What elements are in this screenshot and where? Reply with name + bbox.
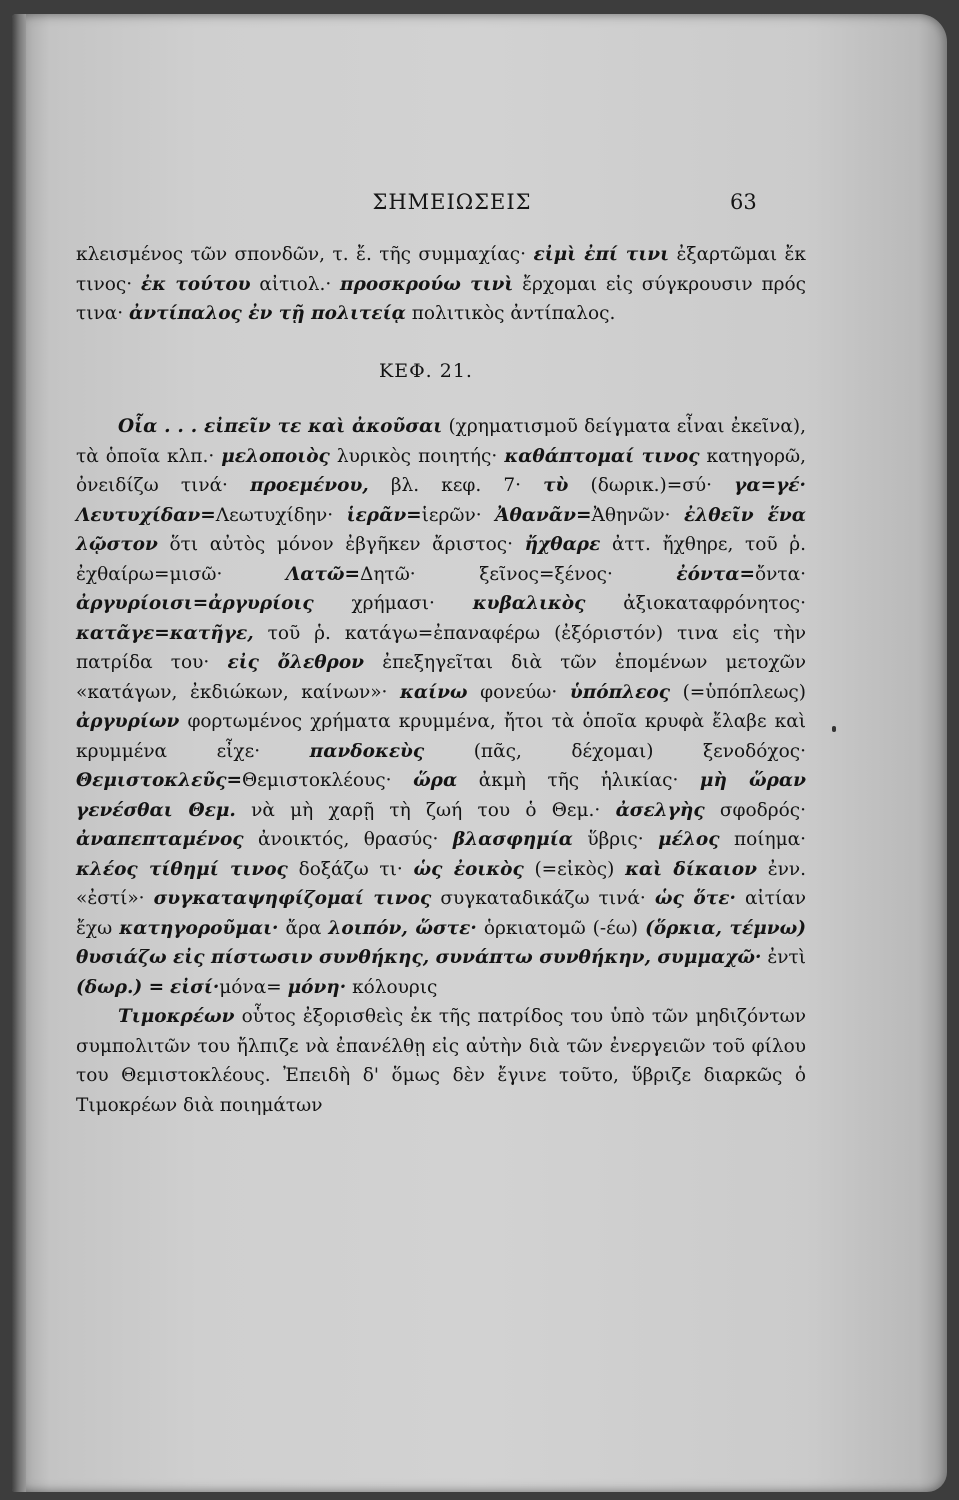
- margin-mark: [832, 726, 836, 732]
- paragraph-1: κλεισμένος τῶν σπονδῶν, τ. ἔ. τῆς συμμαχίας· εἰμὶ ἐπί τινι ἐξαρτῶμαι ἔκ τινος· ἐκ τούτου αἰτιολ.· προσκρούω τινὶ ἔρχομαι εἰς σύγκρουσιν πρός τινα· ἀντίπαλος ἐν τῇ πολιτείᾳ πολιτικὸς ἀντίπαλος.: [76, 244, 806, 324]
- body-text: [76, 240, 806, 1120]
- running-title: ΣΗΜΕΙΩΣΕΙΣ: [372, 190, 532, 214]
- book-page: [12, 14, 947, 1492]
- page-number: 63: [730, 190, 757, 214]
- paragraph-2: Οἷα . . . εἰπεῖν τε καὶ ἀκοῦσαι (χρηματισμοῦ δείγματα εἶναι ἐκεῖνα), τὰ ὁποῖα κλπ.· μελοποιὸς λυρικὸς ποιητής· καθάπτομαί τινος κατηγορῶ, ὀνειδίζω τινά· προεμένου, βλ. κεφ. 7· τὺ (δωρικ.)=σύ· γα=γέ· Λευτυχίδαν=Λεωτυχίδην· ἱερᾶν=ἱερῶν· Ἀθανᾶν=Ἀθηνῶν· ἐλθεῖν ἕνα λῷστον ὅτι αὐτὸς μόνον ἐβγῆκεν ἄριστος· ἤχθαρε ἀττ. ἤχθηρε, τοῦ ῥ. ἐχθαίρω=μισῶ· Λατῶ=Δητῶ· ξεῖνος=ξένος· ἐόντα=ὄντα· ἀργυρίοισι=ἀργυρίοις χρήμασι· κυβαλικὸς ἀξιοκαταφρόνητος· κατᾶγε=κατῆγε, τοῦ ῥ. κατάγω=ἐπαναφέρω (ἐξόριστόν) τινα εἰς τὴν πατρίδα του· εἰς ὄλεθρον ἐπεξηγεῖται διὰ τῶν ἑπομένων μετοχῶν «κατάγων, ἐκδιώκων, καίνων»· καίνω φονεύω· ὑπόπλεος (=ὑπόπλεως) ἀργυρίων φορτωμένος χρήματα κρυμμένα, ἤτοι τὰ ὁποῖα κρυφὰ ἔλαβε καὶ κρυμμένα εἶχε· πανδοκεὺς (πᾶς, δέχομαι) ξενοδόχος· Θεμιστοκλεῦς=Θεμιστοκλέους· ὥρα ἀκμὴ τῆς ἡλικίας· μὴ ὥραν γενέσθαι Θεμ. νὰ μὴ χαρῇ τὴ ζωή του ὁ Θεμ.· ἀσελγὴς σφοδρός· ἀναπεπταμένος ἀνοικτός, θρασύς· βλασφημία ὕβρις· μέλος ποίημα· κλέος τίθημί τινος δοξάζω τι· ὡς ἐοικὸς (=εἰκὸς) καὶ δίκαιον ἐνν. «ἐστί»· συγκαταψηφίζομαί τινος συγκαταδικάζω τινά· ὡς ὅτε· αἰτίαν ἔχω κατηγοροῦμαι· ἄρα λοιπόν, ὥστε· ὁρκιατομῶ (-έω) (ὅρκια, τέμνω) θυσιάζω εἰς πίστωσιν συνθήκης, συνάπτω συνθήκην, συμμαχῶ· ἐντὶ (δωρ.) = εἰσί·μόνα= μόνη· κόλουρις: [76, 416, 807, 998]
- page-header: [12, 190, 947, 230]
- book-spine: [12, 14, 26, 1492]
- chapter-heading: ΚΕΦ. 21.: [379, 359, 473, 382]
- paragraph-3: Τιμοκρέων οὗτος ἐξορισθεὶς ἐκ τῆς πατρίδος του ὑπὸ τῶν μηδιζόντων συμπολιτῶν του ἤλπιζε νὰ ἐπανέλθῃ εἰς αὐτὴν διὰ τῶν ἐνεργειῶν τοῦ φίλου του Θεμιστοκλέους. Ἐπειδὴ δ' ὅμως δὲν ἔγινε τοῦτο, ὕβριζε διαρκῶς ὁ Τιμοκρέων διὰ ποιημάτων: [76, 1006, 806, 1116]
